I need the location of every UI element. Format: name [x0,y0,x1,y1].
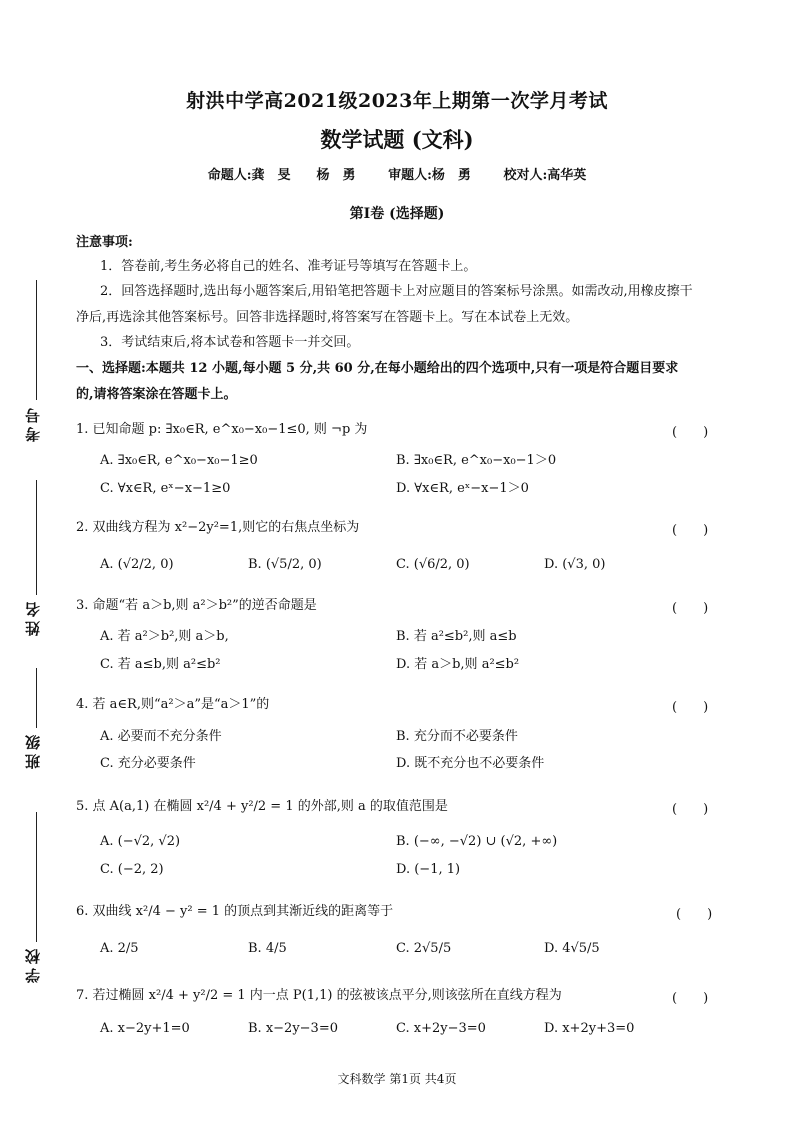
question-6-option-c: C. 2√5/5 [396,941,452,956]
question-3-option-c: C. 若 a≤b,则 a²≤b² [100,657,221,672]
notice-item-3: 3．考试结束后,将本试卷和答题卡一并交回。 [100,335,360,350]
question-5-option-b: B. (−∞, −√2) ∪ (√2, +∞) [396,834,558,849]
side-label-name: 姓名 [24,598,42,636]
question-7-option-c: C. x+2y−3=0 [396,1021,486,1036]
question-4-option-d: D. 既不充分也不必要条件 [396,756,545,771]
exam-title: 射洪中学高2021级2023年上期第一次学月考试 [186,90,608,112]
question-7-option-b: B. x−2y−3=0 [248,1021,338,1036]
notice-item-1: 1．答卷前,考生务必将自己的姓名、准考证号等填写在答题卡上。 [100,259,477,274]
question-4-stem: 4. 若 a∈R,则“a²＞a”是“a＞1”的 [76,697,270,712]
question-4-option-c: C. 充分必要条件 [100,756,196,771]
question-2-stem: 2. 双曲线方程为 x²−2y²=1,则它的右焦点坐标为 [76,520,360,535]
notice-heading: 注意事项: [76,235,133,250]
question-3-answer-paren: ( ) [672,601,709,616]
question-4-answer-paren: ( ) [672,700,709,715]
exam-subtitle: 数学试题 (文科) [320,127,474,152]
question-3-stem: 3. 命题“若 a＞b,则 a²＞b²”的逆否命题是 [76,598,317,613]
question-5-option-c: C. (−2, 2) [100,862,164,877]
question-6-option-a: A. 2/5 [100,941,139,956]
question-5-option-d: D. (−1, 1) [396,862,461,877]
question-6-stem: 6. 双曲线 x²/4 − y² = 1 的顶点到其渐近线的距离等于 [76,904,394,919]
part-one-line-2: 的,请将答案涂在答题卡上。 [76,387,237,402]
question-6-option-b: B. 4/5 [248,941,287,956]
question-1-option-a: A. ∃x₀∈R, e^x₀−x₀−1≥0 [100,453,258,468]
question-3-option-d: D. 若 a＞b,则 a²≤b² [396,657,520,672]
question-2-option-a: A. (√2/2, 0) [100,557,174,572]
section-title: 第Ⅰ卷 (选择题) [349,206,445,222]
part-one-line-1: 一、选择题:本题共 12 小题,每小题 5 分,共 60 分,在每小题给出的四个选项中,只有一项是符合题目要求 [76,361,679,376]
question-5-stem: 5. 点 A(a,1) 在椭圆 x²/4 + y²/2 = 1 的外部,则 a 的取值范围是 [76,799,448,814]
side-line-2 [36,480,37,595]
question-6-option-d: D. 4√5/5 [544,941,600,956]
question-3-option-b: B. 若 a²≤b²,则 a≤b [396,629,517,644]
question-7-option-d: D. x+2y+3=0 [544,1021,635,1036]
question-2-option-d: D. (√3, 0) [544,557,606,572]
question-3-option-a: A. 若 a²＞b²,则 a＞b, [100,629,229,644]
question-4-option-a: A. 必要而不充分条件 [100,729,222,744]
question-5-answer-paren: ( ) [672,802,709,817]
side-line-1 [36,280,37,400]
question-5-option-a: A. (−√2, √2) [100,834,181,849]
question-4-option-b: B. 充分而不必要条件 [396,729,518,744]
question-1-option-d: D. ∀x∈R, eˣ−x−1＞0 [396,481,529,496]
notice-item-2: 2．回答选择题时,选出每小题答案后,用铅笔把答题卡上对应题目的答案标号涂黑。如需改动,用橡皮擦干 [100,284,693,299]
question-7-stem: 7. 若过椭圆 x²/4 + y²/2 = 1 内一点 P(1,1) 的弦被该点平分,则该弦所在直线方程为 [76,988,562,1003]
question-1-option-c: C. ∀x∈R, eˣ−x−1≥0 [100,481,231,496]
question-2-answer-paren: ( ) [672,523,709,538]
side-label-school: 学校 [24,945,42,983]
question-2-option-b: B. (√5/2, 0) [248,557,322,572]
question-2-option-c: C. (√6/2, 0) [396,557,470,572]
question-1-answer-paren: ( ) [672,425,709,440]
question-6-answer-paren: ( ) [676,907,713,922]
author-reviewer: 审题人:杨 勇 [388,168,471,183]
side-label-exam-number: 考号 [24,404,42,442]
author-checker: 校对人:高华英 [503,168,587,183]
side-line-3 [36,668,37,728]
side-line-4 [36,812,37,942]
question-7-answer-paren: ( ) [672,991,709,1006]
page-footer: 文科数学 第1页 共4页 [337,1072,457,1086]
author-setter: 命题人:龚 旻 杨 勇 [207,168,356,183]
side-label-class: 班级 [24,731,42,769]
question-1-option-b: B. ∃x₀∈R, e^x₀−x₀−1＞0 [396,453,557,468]
authors-line [0,164,794,183]
notice-item-2-cont: 净后,再选涂其他答案标号。回答非选择题时,将答案写在答题卡上。写在本试卷上无效。 [76,310,579,325]
question-1-stem: 1. 已知命题 p: ∃x₀∈R, e^x₀−x₀−1≤0, 则 ¬p 为 [76,422,368,437]
question-7-option-a: A. x−2y+1=0 [100,1021,190,1036]
